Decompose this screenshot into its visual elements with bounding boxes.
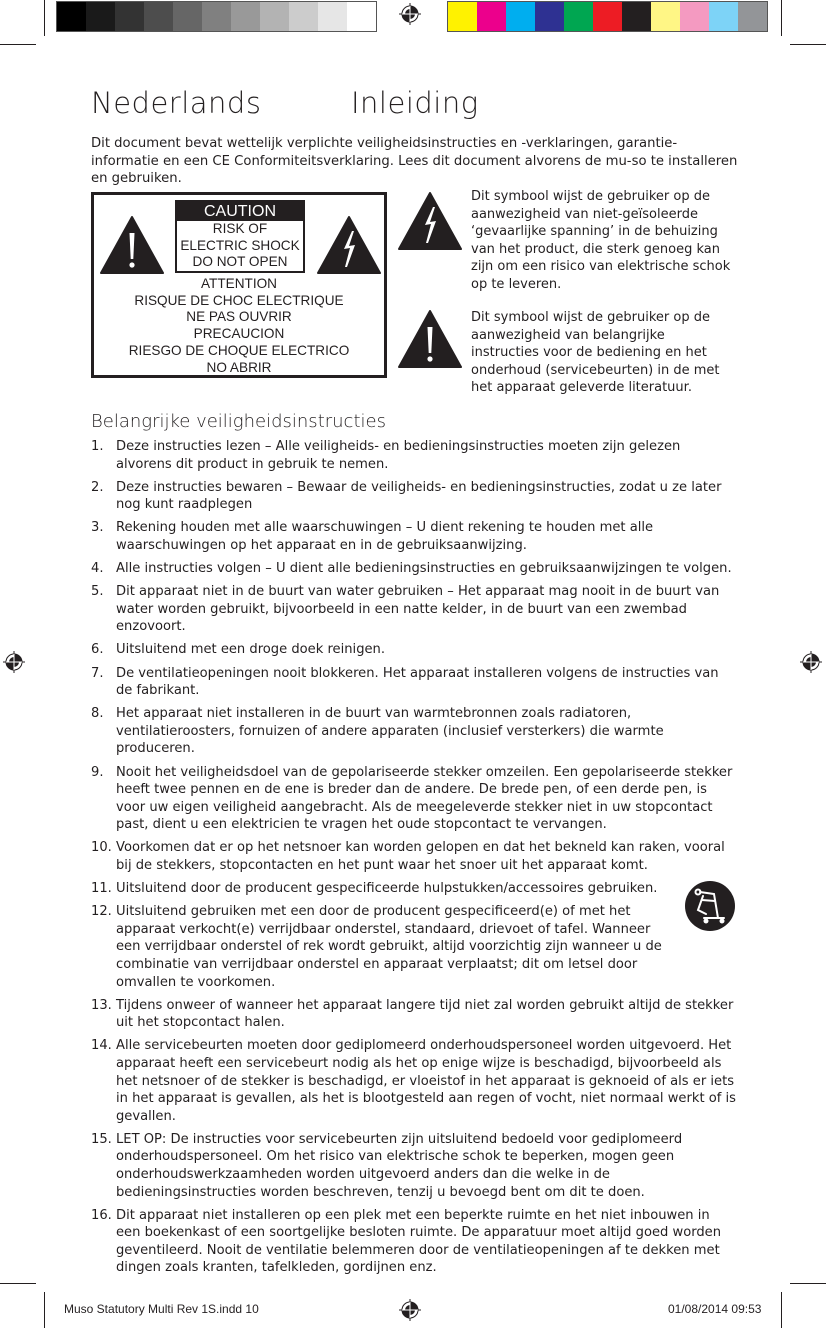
instruction-item [91, 903, 736, 991]
caution-line: DO NOT OPEN [192, 254, 288, 270]
color-swatch [260, 2, 289, 31]
exclamation-triangle-icon [100, 215, 164, 275]
color-swatch [564, 2, 593, 31]
instruction-item [91, 1207, 736, 1277]
color-swatch [593, 2, 622, 31]
caution-line: PRECAUCION [193, 326, 285, 342]
instruction-text: Alle servicebeurten moeten door gediplomeerd onderhoudspersoneel worden uitgevoerd. Het apparaat heeft een servicebeurt nodig als het op enige wijze is beschadigd, bijvoorbeeld als het netsnoer of de stekker is beschadigd, er vloeistof in het apparaat is geknoeid of als er iets in het apparaat is gevallen, als het is blootgesteld aan regen of vocht, niet normaal werkt of is gevallen. [116, 1038, 736, 1124]
color-swatch [173, 2, 202, 31]
instruction-text: Deze instructies bewaren – Bewaar de veiligheids- en bedieningsinstructies, zodat u ze later nog kunt raadplegen [116, 479, 722, 513]
color-swatch [506, 2, 535, 31]
instruction-number: 3. [91, 520, 104, 536]
instruction-text: Uitsluitend gebruiken met een door de producent gespecificeerd(e) of met het apparaat verkocht(e) verrijdbaar onderstel, standaard, drievoet of tafel. Wanneer een verrijdbaar onderstel of rek wordt gebruikt, altijd voorzichtig zijn wanneer u de combinatie van verrijdbaar onderstel en apparaat verplaatst; dit om letsel door omvallen te voorkomen. [116, 904, 662, 990]
footer-timestamp: 01/08/2014 09:53 [668, 1302, 762, 1316]
instruction-item [91, 479, 736, 514]
caution-line: NO ABRIR [206, 359, 272, 375]
instruction-text: Uitsluitend door de producent gespecificeerde hulpstukken/accessoires gebruiken. [116, 881, 658, 897]
crop-mark [44, 1292, 45, 1328]
instruction-text: Dit apparaat niet in de buurt van water gebruiken – Het apparaat mag nooit in de buurt van water worden gebruikt, bijvoorbeeld in een natte kelder, in de buurt van een zwembad enzovoort. [116, 584, 720, 635]
registration-mark-icon [800, 651, 822, 673]
process-color-bar [447, 1, 768, 32]
grayscale-color-bar [56, 1, 377, 32]
instruction-item [91, 705, 736, 758]
color-swatch [709, 2, 738, 31]
caution-line: NE PAS OUVRIR [186, 309, 292, 325]
caution-line: RISK OF [212, 221, 268, 236]
crop-mark [44, 0, 45, 36]
instruction-item [91, 583, 736, 636]
instruction-text: LET OP: De instructies voor servicebeurten zijn uitsluitend bedoeld voor gediplomeerd onderhoudspersoneel. Om het risico van elektrische schok te beperken, mogen geen onderhoudswerkzaamheden worden uitgevoerd anders dan die welke in de bedieningsinstructies worden beschreven, tenzij u bevoegd bent om dit te doen. [116, 1131, 683, 1200]
instruction-text: Uitsluitend met een droge doek reinigen. [116, 642, 386, 658]
color-swatch [318, 2, 347, 31]
caution-line: ELECTRIC SHOCK [180, 237, 300, 253]
crop-mark [790, 44, 826, 45]
crop-mark [781, 0, 782, 36]
intro-paragraph: Dit document bevat wettelijk verplichte veiligheidsinstructies en -verklaringen, garantie-informatie en een CE Conformiteitsverklaring. Lees dit document alvorens de mu-so te installeren en gebruiken. [91, 136, 738, 187]
lightning-triangle-icon [398, 191, 462, 251]
crop-mark [0, 44, 36, 45]
color-swatch [231, 2, 260, 31]
crop-mark [781, 1292, 782, 1328]
caution-line: RIESGO DE CHOQUE ELECTRICO [128, 342, 350, 358]
instruction-number: 11. [91, 881, 112, 897]
instruction-text: Tijdens onweer of wanneer het apparaat langere tijd niet zal worden gebruikt altijd de stekker uit het stopcontact halen. [116, 997, 734, 1031]
color-swatch [86, 2, 115, 31]
instruction-item [91, 1131, 736, 1201]
caution-line: ATTENTION [200, 276, 278, 291]
caution-label [91, 192, 387, 378]
safety-instructions-list [91, 438, 736, 1283]
caution-box [175, 200, 305, 273]
caution-heading: CAUTION [177, 202, 303, 221]
color-swatch [115, 2, 144, 31]
color-swatch [202, 2, 231, 31]
instruction-number: 2. [91, 479, 104, 495]
instruction-item [91, 438, 736, 473]
cart-tip-over-warning-icon [684, 880, 736, 932]
instruction-number: 14. [91, 1038, 112, 1054]
instruction-text: Nooit het veiligheidsdoel van de gepolariseerde stekker omzeilen. Een gepolariseerde stekker heeft twee pennen en de ene is breder dan de andere. De brede pen, of een derde pen, is voor uw eigen veiligheid aangebracht. Als de meegeleverde stekker niet in uw stopcontact past, dient u een elektricien te vragen het oude stopcontact te vervangen. [116, 764, 733, 833]
color-swatch [289, 2, 318, 31]
registration-mark-icon [3, 651, 25, 673]
footer-filename: Muso Statutory Multi Rev 1S.indd 10 [64, 1302, 259, 1316]
instruction-text: De ventilatieopeningen nooit blokkeren. Het apparaat installeren volgens de instructies van de fabrikant. [116, 665, 719, 699]
instruction-number: 1. [91, 439, 104, 454]
instruction-item [91, 665, 736, 700]
instruction-text: Voorkomen dat er op het netsnoer kan worden gelopen en dat het bekneld kan raken, vooral bij de stekkers, stopcontacten en het punt waar het snoer uit het apparaat komt. [116, 840, 725, 873]
instruction-number: 15. [91, 1131, 112, 1147]
instruction-item [91, 560, 736, 578]
caution-line: RISQUE DE CHOC ELECTRIQUE [134, 292, 344, 308]
instruction-text: Rekening houden met alle waarschuwingen – U dient rekening te houden met alle waarschuwingen op het apparaat en in de gebruiksaanwijzing. [116, 520, 654, 553]
instruction-number: 9. [91, 764, 104, 780]
color-swatch [622, 2, 651, 31]
instruction-number: 12. [91, 904, 112, 920]
page-title: Inleiding [351, 86, 479, 120]
color-swatch [347, 2, 376, 31]
instruction-number: 13. [91, 997, 112, 1013]
instruction-item [91, 880, 736, 898]
lightning-triangle-icon [317, 215, 381, 275]
instruction-number: 7. [91, 665, 104, 681]
instruction-item [91, 1037, 736, 1125]
instruction-item [91, 519, 736, 554]
color-swatch [477, 2, 506, 31]
section-title: Belangrijke veiligheidsinstructies [91, 411, 386, 432]
crop-mark [0, 1283, 36, 1284]
instruction-item [91, 764, 736, 834]
color-swatch [651, 2, 680, 31]
instruction-item [91, 641, 736, 659]
instruction-number: 4. [91, 561, 104, 577]
color-swatch [535, 2, 564, 31]
crop-mark [790, 1283, 826, 1284]
instruction-text: Alle instructies volgen – U dient alle bedieningsinstructies en gebruiksaanwijzingen te volgen. [116, 561, 732, 577]
lightning-symbol-description: Dit symbool wijst de gebruiker op de aanwezigheid van niet-geïsoleerde ‘gevaarlijke spanning’ in de behuizing van het product, die sterk genoeg kan zijn om een risico van elektrische schok op te leveren. [471, 189, 731, 292]
instruction-number: 5. [91, 584, 104, 600]
exclamation-symbol-description: Dit symbool wijst de gebruiker op de aanwezigheid van belangrijke instructies voor de bediening en het onderhoud (servicebeurten) in de met het apparaat geleverde literatuur. [471, 310, 720, 396]
language-heading: Nederlands [91, 86, 262, 120]
instruction-text: Het apparaat niet installeren in de buurt van warmtebronnen zoals radiatoren, ventilatieroosters, fornuizen of andere apparaten (inclusief versterkers) die warmte produceren. [116, 706, 664, 757]
instruction-number: 10. [91, 840, 112, 856]
color-swatch [738, 2, 767, 31]
color-swatch [680, 2, 709, 31]
instruction-number: 8. [91, 706, 104, 722]
exclamation-triangle-icon [398, 309, 462, 369]
color-swatch [144, 2, 173, 31]
instruction-number: 6. [91, 642, 104, 658]
color-swatch [448, 2, 477, 31]
instruction-text: Dit apparaat niet installeren op een plek met een beperkte ruimte en het niet inbouwen in een boekenkast of een soortgelijke besloten ruimte. De apparatuur moet altijd goed worden geventileerd. Nooit de ventilatie belemmeren door de ventilatieopeningen af te dekken met dingen zoals kranten, tafelkleden, gordijnen enz. [116, 1207, 722, 1276]
instruction-number: 16. [91, 1207, 112, 1223]
registration-mark-icon [399, 1299, 421, 1321]
color-swatch [57, 2, 86, 31]
instruction-item [91, 997, 736, 1032]
instruction-text: Deze instructies lezen – Alle veiligheids- en bedieningsinstructies moeten zijn gelezen alvorens dit product in gebruik te nemen. [116, 439, 681, 472]
instruction-item [91, 839, 736, 874]
registration-mark-icon [399, 3, 421, 25]
